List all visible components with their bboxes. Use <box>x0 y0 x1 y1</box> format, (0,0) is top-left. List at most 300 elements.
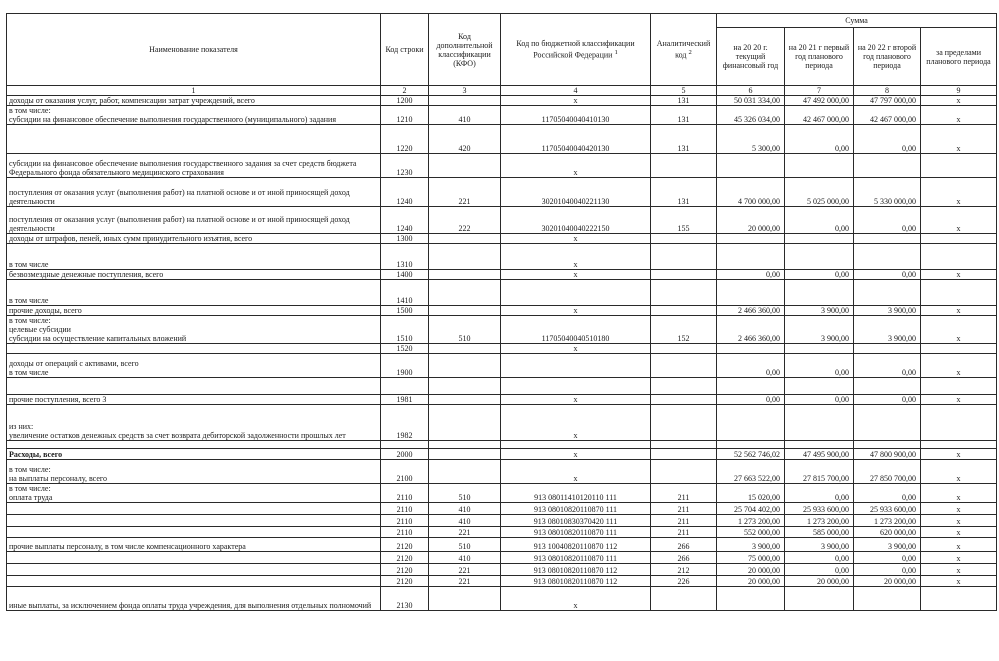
header-year-current: на 20 20 г. текущий финансовый год <box>717 28 785 86</box>
sum-second-plan-year: 0,00 <box>854 125 921 154</box>
budget-classification-code: x <box>501 270 651 280</box>
line-code <box>381 378 429 395</box>
sum-current-year: 45 326 034,00 <box>717 106 785 125</box>
budget-classification-code: x <box>501 96 651 106</box>
analytic-code: 131 <box>651 125 717 154</box>
line-code: 1300 <box>381 234 429 244</box>
budget-classification-code <box>501 354 651 378</box>
kfo-code <box>429 449 501 460</box>
sum-beyond-period: x <box>921 538 997 552</box>
line-code: 2120 <box>381 576 429 587</box>
table-row <box>7 515 997 527</box>
analytic-code <box>651 344 717 354</box>
budget-classification-code: x <box>501 244 651 270</box>
column-number: 1 <box>7 86 381 96</box>
sum-first-plan-year: 585 000,00 <box>785 527 854 538</box>
line-code: 1310 <box>381 244 429 270</box>
analytic-code <box>651 306 717 316</box>
analytic-code: 212 <box>651 564 717 576</box>
sum-first-plan-year <box>785 234 854 244</box>
indicator-name: в том числе: на выплаты персоналу, всего <box>7 460 381 484</box>
analytic-code <box>651 395 717 405</box>
table-row <box>7 378 997 395</box>
sum-first-plan-year <box>785 344 854 354</box>
sum-beyond-period: x <box>921 96 997 106</box>
sum-current-year: 2 466 360,00 <box>717 306 785 316</box>
indicator-name: доходы от штрафов, пеней, иных сумм принудительного изъятия, всего <box>7 234 381 244</box>
sum-second-plan-year <box>854 280 921 306</box>
line-code: 1210 <box>381 106 429 125</box>
indicator-name: поступления от оказания услуг (выполнения работ) на платной основе и от иной приносящей доход деятельности <box>7 178 381 207</box>
line-code: 2110 <box>381 484 429 503</box>
sum-first-plan-year: 47 495 900,00 <box>785 449 854 460</box>
line-code: 1982 <box>381 405 429 441</box>
table-row <box>7 564 997 576</box>
table-row <box>7 441 997 449</box>
indicator-name: в том числе <box>7 244 381 270</box>
kfo-code <box>429 270 501 280</box>
sum-second-plan-year: 3 900,00 <box>854 306 921 316</box>
sum-second-plan-year: 0,00 <box>854 552 921 564</box>
indicator-name <box>7 503 381 515</box>
sum-beyond-period: x <box>921 552 997 564</box>
indicator-name <box>7 441 381 449</box>
line-code: 2110 <box>381 503 429 515</box>
sum-second-plan-year <box>854 378 921 395</box>
sum-second-plan-year <box>854 344 921 354</box>
sum-first-plan-year: 3 900,00 <box>785 306 854 316</box>
line-code <box>381 441 429 449</box>
kfo-code <box>429 154 501 178</box>
indicator-name: прочие выплаты персоналу, в том числе компенсационного характера <box>7 538 381 552</box>
kfo-code <box>429 395 501 405</box>
line-code: 2120 <box>381 552 429 564</box>
kfo-code <box>429 234 501 244</box>
sum-second-plan-year <box>854 244 921 270</box>
indicator-name <box>7 527 381 538</box>
sum-first-plan-year <box>785 441 854 449</box>
sum-first-plan-year <box>785 587 854 611</box>
line-code: 1400 <box>381 270 429 280</box>
indicator-name <box>7 576 381 587</box>
kfo-code <box>429 306 501 316</box>
kfo-code: 410 <box>429 552 501 564</box>
sum-beyond-period <box>921 234 997 244</box>
financial-table <box>6 13 997 611</box>
line-code: 1240 <box>381 207 429 234</box>
line-code: 1520 <box>381 344 429 354</box>
sum-current-year <box>717 378 785 395</box>
sum-current-year: 0,00 <box>717 395 785 405</box>
sum-current-year: 3 900,00 <box>717 538 785 552</box>
sum-second-plan-year <box>854 587 921 611</box>
sum-current-year <box>717 234 785 244</box>
sum-second-plan-year: 20 000,00 <box>854 576 921 587</box>
column-number: 3 <box>429 86 501 96</box>
column-number: 9 <box>921 86 997 96</box>
indicator-name: субсидии на финансовое обеспечение выполнения государственного задания за счет средств бюджета Федерального фонда обязательного медицинского страхования <box>7 154 381 178</box>
line-code: 1500 <box>381 306 429 316</box>
budget-classification-code <box>501 378 651 395</box>
analytic-code: 211 <box>651 515 717 527</box>
table-row <box>7 178 997 207</box>
budget-classification-code <box>501 441 651 449</box>
sum-beyond-period <box>921 344 997 354</box>
kfo-code: 221 <box>429 178 501 207</box>
table-row <box>7 344 997 354</box>
sum-beyond-period: x <box>921 270 997 280</box>
sum-second-plan-year: 0,00 <box>854 564 921 576</box>
kfo-code <box>429 378 501 395</box>
kfo-code <box>429 587 501 611</box>
sum-first-plan-year: 0,00 <box>785 395 854 405</box>
budget-classification-code: 30201040040222150 <box>501 207 651 234</box>
indicator-name: иные выплаты, за исключением фонда оплаты труда учреждения, для выполнения отдельных полномочий <box>7 587 381 611</box>
table-row <box>7 576 997 587</box>
line-code: 1410 <box>381 280 429 306</box>
sum-beyond-period <box>921 154 997 178</box>
kfo-code: 221 <box>429 527 501 538</box>
indicator-name <box>7 125 381 154</box>
line-code: 2110 <box>381 515 429 527</box>
header-analytic-code: Аналитический код $^2$ <box>651 14 717 86</box>
budget-classification-code: 913 08010820110870 112 <box>501 576 651 587</box>
analytic-code <box>651 441 717 449</box>
budget-classification-code: x <box>501 306 651 316</box>
sum-beyond-period <box>921 280 997 306</box>
header-line-code: Код строки <box>381 14 429 86</box>
kfo-code <box>429 405 501 441</box>
sum-beyond-period <box>921 441 997 449</box>
kfo-code: 510 <box>429 538 501 552</box>
budget-classification-code: 913 08010820110870 111 <box>501 503 651 515</box>
sum-current-year <box>717 244 785 270</box>
analytic-code: 226 <box>651 576 717 587</box>
table-row <box>7 527 997 538</box>
sum-beyond-period: x <box>921 354 997 378</box>
table-row <box>7 306 997 316</box>
sum-first-plan-year: 47 492 000,00 <box>785 96 854 106</box>
sum-second-plan-year: 0,00 <box>854 354 921 378</box>
sum-second-plan-year: 1 273 200,00 <box>854 515 921 527</box>
sum-first-plan-year: 0,00 <box>785 125 854 154</box>
budget-classification-code: 913 08010820110870 112 <box>501 564 651 576</box>
table-row <box>7 207 997 234</box>
sum-beyond-period: x <box>921 484 997 503</box>
line-code: 2130 <box>381 587 429 611</box>
sum-current-year: 27 663 522,00 <box>717 460 785 484</box>
sum-current-year: 4 700 000,00 <box>717 178 785 207</box>
analytic-code: 211 <box>651 503 717 515</box>
analytic-code <box>651 587 717 611</box>
sum-current-year <box>717 441 785 449</box>
indicator-name: в том числе: целевые субсидии субсидии на осуществление капитальных вложений <box>7 316 381 344</box>
sum-first-plan-year <box>785 280 854 306</box>
indicator-name: в том числе: оплата труда <box>7 484 381 503</box>
sum-current-year: 2 466 360,00 <box>717 316 785 344</box>
sum-first-plan-year <box>785 378 854 395</box>
line-code: 1200 <box>381 96 429 106</box>
kfo-code: 510 <box>429 484 501 503</box>
sum-second-plan-year: 0,00 <box>854 484 921 503</box>
analytic-code: 211 <box>651 484 717 503</box>
kfo-code: 410 <box>429 106 501 125</box>
indicator-name: прочие доходы, всего <box>7 306 381 316</box>
budget-classification-code: x <box>501 449 651 460</box>
indicator-name: прочие поступления, всего 3 <box>7 395 381 405</box>
table-row <box>7 280 997 306</box>
table-row <box>7 154 997 178</box>
sum-second-plan-year: 47 800 900,00 <box>854 449 921 460</box>
sum-first-plan-year: 0,00 <box>785 207 854 234</box>
sum-first-plan-year <box>785 154 854 178</box>
sum-second-plan-year: 3 900,00 <box>854 316 921 344</box>
column-number: 7 <box>785 86 854 96</box>
kfo-code <box>429 280 501 306</box>
sum-current-year: 50 031 334,00 <box>717 96 785 106</box>
sum-second-plan-year <box>854 405 921 441</box>
budget-plan-document <box>6 13 996 611</box>
sum-beyond-period: x <box>921 106 997 125</box>
indicator-name: доходы от оказания услуг, работ, компенсации затрат учреждений, всего <box>7 96 381 106</box>
kfo-code: 410 <box>429 515 501 527</box>
line-code: 2100 <box>381 460 429 484</box>
budget-classification-code: x <box>501 154 651 178</box>
sum-current-year <box>717 587 785 611</box>
line-code: 1220 <box>381 125 429 154</box>
indicator-name <box>7 344 381 354</box>
kfo-code <box>429 441 501 449</box>
sum-first-plan-year: 0,00 <box>785 484 854 503</box>
sum-first-plan-year: 27 815 700,00 <box>785 460 854 484</box>
sum-beyond-period: x <box>921 316 997 344</box>
table-row <box>7 234 997 244</box>
indicator-name: доходы от операций с активами, всего в том числе <box>7 354 381 378</box>
analytic-code: 155 <box>651 207 717 234</box>
header-indicator-name: Наименование показателя <box>7 14 381 86</box>
sum-beyond-period: x <box>921 395 997 405</box>
sum-current-year: 1 273 200,00 <box>717 515 785 527</box>
table-row <box>7 552 997 564</box>
sum-current-year <box>717 154 785 178</box>
indicator-name <box>7 515 381 527</box>
table-row <box>7 395 997 405</box>
table-row <box>7 449 997 460</box>
sum-second-plan-year: 5 330 000,00 <box>854 178 921 207</box>
line-code: 2110 <box>381 527 429 538</box>
sum-second-plan-year: 620 000,00 <box>854 527 921 538</box>
sum-first-plan-year: 42 467 000,00 <box>785 106 854 125</box>
sum-current-year: 552 000,00 <box>717 527 785 538</box>
sum-current-year: 15 020,00 <box>717 484 785 503</box>
sum-beyond-period: x <box>921 178 997 207</box>
column-numbers-row <box>7 86 997 96</box>
column-number: 8 <box>854 86 921 96</box>
table-row <box>7 503 997 515</box>
sum-beyond-period: x <box>921 449 997 460</box>
analytic-code: 266 <box>651 538 717 552</box>
line-code: 1230 <box>381 154 429 178</box>
sum-second-plan-year <box>854 441 921 449</box>
sum-first-plan-year: 5 025 000,00 <box>785 178 854 207</box>
sum-current-year: 5 300,00 <box>717 125 785 154</box>
budget-classification-code: 11705040040420130 <box>501 125 651 154</box>
table-row <box>7 460 997 484</box>
sum-first-plan-year: 0,00 <box>785 354 854 378</box>
sum-current-year: 0,00 <box>717 354 785 378</box>
budget-classification-code: x <box>501 395 651 405</box>
sum-beyond-period: x <box>921 576 997 587</box>
kfo-code <box>429 354 501 378</box>
sum-first-plan-year: 3 900,00 <box>785 538 854 552</box>
analytic-code <box>651 354 717 378</box>
analytic-code <box>651 244 717 270</box>
sum-second-plan-year: 42 467 000,00 <box>854 106 921 125</box>
column-number: 5 <box>651 86 717 96</box>
line-code: 1240 <box>381 178 429 207</box>
budget-classification-code: 11705040040510180 <box>501 316 651 344</box>
analytic-code: 152 <box>651 316 717 344</box>
sum-current-year: 20 000,00 <box>717 576 785 587</box>
line-code: 2120 <box>381 564 429 576</box>
line-code: 1510 <box>381 316 429 344</box>
sum-first-plan-year: 0,00 <box>785 564 854 576</box>
sum-first-plan-year: 3 900,00 <box>785 316 854 344</box>
sum-first-plan-year: 25 933 600,00 <box>785 503 854 515</box>
header-kfo: Код дополнительной классификации (КФО) <box>429 14 501 86</box>
sum-beyond-period: x <box>921 460 997 484</box>
kfo-code <box>429 244 501 270</box>
analytic-code: 266 <box>651 552 717 564</box>
sum-current-year: 0,00 <box>717 270 785 280</box>
table-row <box>7 125 997 154</box>
budget-classification-code: x <box>501 460 651 484</box>
header-beyond-period: за пределами планового периода <box>921 28 997 86</box>
sum-current-year <box>717 405 785 441</box>
indicator-name <box>7 564 381 576</box>
sum-current-year: 20 000,00 <box>717 564 785 576</box>
kfo-code: 222 <box>429 207 501 234</box>
table-row <box>7 270 997 280</box>
budget-classification-code: 30201040040221130 <box>501 178 651 207</box>
budget-classification-code <box>501 280 651 306</box>
indicator-name: в том числе <box>7 280 381 306</box>
sum-second-plan-year: 47 797 000,00 <box>854 96 921 106</box>
indicator-name: поступления от оказания услуг (выполнения работ) на платной основе и от иной приносящей доход деятельности <box>7 207 381 234</box>
sum-first-plan-year: 20 000,00 <box>785 576 854 587</box>
sum-second-plan-year: 27 850 700,00 <box>854 460 921 484</box>
kfo-code: 510 <box>429 316 501 344</box>
indicator-name <box>7 378 381 395</box>
table-row <box>7 316 997 344</box>
table-row <box>7 484 997 503</box>
sum-beyond-period: x <box>921 207 997 234</box>
line-code: 2000 <box>381 449 429 460</box>
table-row <box>7 538 997 552</box>
sum-second-plan-year: 0,00 <box>854 395 921 405</box>
sum-beyond-period: x <box>921 503 997 515</box>
indicator-name: безвозмездные денежные поступления, всего <box>7 270 381 280</box>
kfo-code: 221 <box>429 576 501 587</box>
budget-classification-code: x <box>501 587 651 611</box>
column-number: 2 <box>381 86 429 96</box>
budget-classification-code: 913 08011410120110 111 <box>501 484 651 503</box>
sum-beyond-period <box>921 244 997 270</box>
line-code: 1900 <box>381 354 429 378</box>
analytic-code: 211 <box>651 527 717 538</box>
line-code: 2120 <box>381 538 429 552</box>
kfo-code: 410 <box>429 503 501 515</box>
sum-current-year <box>717 280 785 306</box>
budget-classification-code: 913 08010820110870 111 <box>501 527 651 538</box>
analytic-code: 131 <box>651 96 717 106</box>
sum-beyond-period: x <box>921 515 997 527</box>
column-number: 4 <box>501 86 651 96</box>
sum-beyond-period: x <box>921 564 997 576</box>
sum-current-year: 52 562 746,02 <box>717 449 785 460</box>
sum-beyond-period: x <box>921 125 997 154</box>
column-number: 6 <box>717 86 785 96</box>
header-budget-classification: Код по бюджетной классификации Российской Федерации $^1$ <box>501 14 651 86</box>
analytic-code <box>651 234 717 244</box>
kfo-code: 420 <box>429 125 501 154</box>
sum-beyond-period <box>921 587 997 611</box>
budget-classification-code: 913 08010830370420 111 <box>501 515 651 527</box>
sum-current-year: 25 704 402,00 <box>717 503 785 515</box>
analytic-code: 131 <box>651 178 717 207</box>
indicator-name <box>7 552 381 564</box>
sum-first-plan-year <box>785 405 854 441</box>
sum-current-year: 75 000,00 <box>717 552 785 564</box>
sum-first-plan-year <box>785 244 854 270</box>
table-row <box>7 244 997 270</box>
analytic-code <box>651 280 717 306</box>
sum-first-plan-year: 0,00 <box>785 270 854 280</box>
analytic-code <box>651 460 717 484</box>
table-row <box>7 587 997 611</box>
sum-first-plan-year: 1 273 200,00 <box>785 515 854 527</box>
sum-current-year <box>717 344 785 354</box>
indicator-name: Расходы, всего <box>7 449 381 460</box>
line-code: 1981 <box>381 395 429 405</box>
budget-classification-code: x <box>501 344 651 354</box>
kfo-code <box>429 460 501 484</box>
kfo-code <box>429 344 501 354</box>
table-row <box>7 354 997 378</box>
header-year-second: на 20 22 г второй год планового периода <box>854 28 921 86</box>
sum-current-year: 20 000,00 <box>717 207 785 234</box>
sum-beyond-period: x <box>921 527 997 538</box>
table-row <box>7 405 997 441</box>
sum-beyond-period <box>921 405 997 441</box>
sum-second-plan-year: 0,00 <box>854 270 921 280</box>
analytic-code: 131 <box>651 106 717 125</box>
budget-classification-code: 11705040040410130 <box>501 106 651 125</box>
budget-classification-code: 913 10040820110870 112 <box>501 538 651 552</box>
table-row <box>7 96 997 106</box>
table-row <box>7 106 997 125</box>
analytic-code <box>651 154 717 178</box>
sum-second-plan-year: 25 933 600,00 <box>854 503 921 515</box>
kfo-code: 221 <box>429 564 501 576</box>
kfo-code <box>429 96 501 106</box>
sum-second-plan-year <box>854 234 921 244</box>
sum-second-plan-year: 0,00 <box>854 207 921 234</box>
budget-classification-code: x <box>501 405 651 441</box>
sum-first-plan-year: 0,00 <box>785 552 854 564</box>
indicator-name: из них: увеличение остатков денежных средств за счет возврата дебиторской задолженности прошлых лет <box>7 405 381 441</box>
indicator-name: в том числе: субсидии на финансовое обеспечение выполнения государственного (муниципального) задания <box>7 106 381 125</box>
